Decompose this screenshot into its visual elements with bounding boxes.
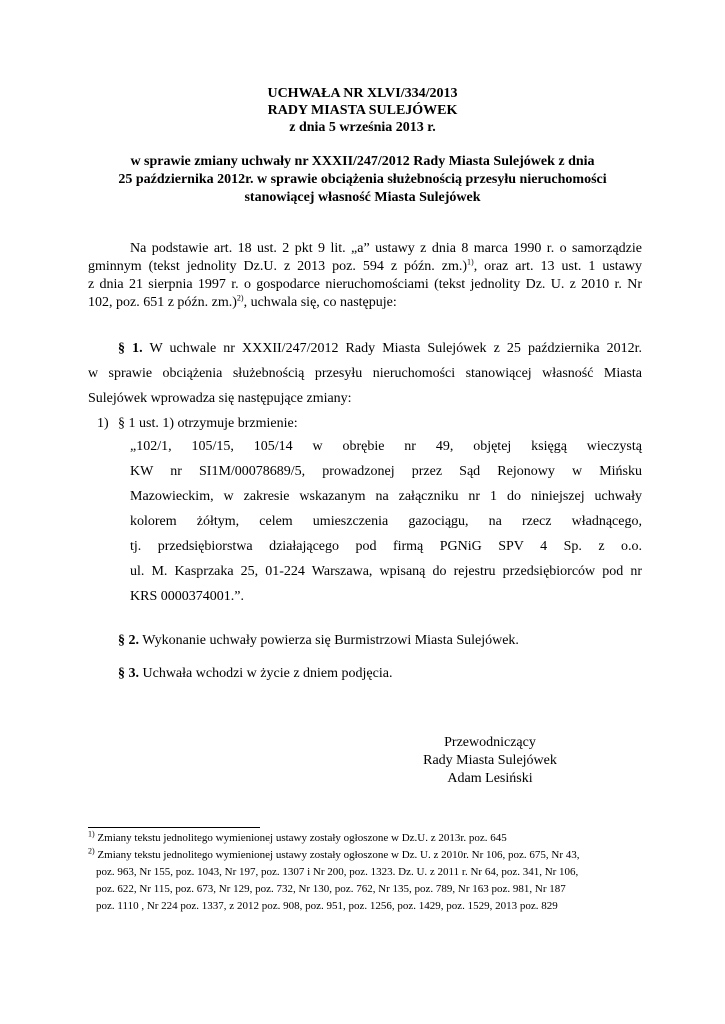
footnote-2-line: poz. 622, Nr 115, poz. 673, Nr 129, poz. 732, Nr 130, poz. 762, Nr 135, poz. 789, Nr 163 poz. 981, Nr 187 xyxy=(96,883,566,895)
quote-line: tj. przedsiębiorstwa działającego pod firmą PGNiG SPV 4 Sp. z o.o. xyxy=(130,539,642,554)
footnote-separator xyxy=(88,827,260,828)
section-1-line-1 xyxy=(118,336,642,361)
preamble-line-1: Na podstawie art. 18 ust. 2 pkt 9 lit. „a” ustawy z dnia 8 marca 1990 r. o samorządzie xyxy=(130,241,642,256)
preamble-text-4a: 102, poz. 651 z późn. zm.) xyxy=(88,295,237,310)
list-item-text: § 1 ust. 1) otrzymuje brzmienie: xyxy=(118,416,298,431)
quote-line: kolorem żółtym, celem umieszczenia gazociągu, na rzecz władnącego, xyxy=(130,514,642,529)
footnote-1 xyxy=(88,830,507,847)
preamble-text-4b: , uchwala się, co następuje: xyxy=(243,295,397,310)
section-3-text: Uchwała wchodzi w życie z dniem podjęcia. xyxy=(142,666,393,681)
preamble-text-2a: gminnym (tekst jednolity Dz.U. z 2013 poz. 594 z późn. zm.) xyxy=(88,259,468,274)
section-2-text: Wykonanie uchwały powierza się Burmistrzowi Miasta Sulejówek. xyxy=(142,633,519,648)
signatory-role: Przewodniczący xyxy=(444,735,536,750)
footnote-2-text: Zmiany tekstu jednolitego wymienionej ustawy zostały ogłoszone w Dz. U. z 2010r. Nr 106, poz. 675, Nr 43, xyxy=(97,849,580,861)
preamble-line-3: z dnia 21 sierpnia 1997 r. o gospodarce nieruchomościami (tekst jednolity Dz. U. z 2010 r. Nr xyxy=(88,277,642,292)
section-1-mark: § 1. xyxy=(118,341,143,356)
quote-line: KRS 0000374001.”. xyxy=(130,589,244,604)
footnote-1-number: 1) xyxy=(88,829,95,839)
list-item-number: 1) xyxy=(97,416,109,431)
section-3-mark: § 3. xyxy=(118,666,139,681)
preamble-line-4 xyxy=(88,294,642,312)
footnote-ref-2: 2) xyxy=(236,293,244,303)
footnote-2-line xyxy=(88,847,648,864)
subject-line-2: 25 października 2012r. w sprawie obciążenia służebnością przesyłu nieruchomości xyxy=(118,172,607,187)
section-1-line-2: w sprawie obciążenia służebnością przesyłu nieruchomości stanowiącej własność Miasta xyxy=(88,366,642,381)
preamble-line-2 xyxy=(88,258,642,276)
council-name: RADY MIASTA SULEJÓWEK xyxy=(267,103,458,118)
footnote-ref-1: 1) xyxy=(467,257,474,267)
footnote-2-number: 2) xyxy=(88,846,95,856)
section-3 xyxy=(118,661,392,686)
section-2 xyxy=(118,628,519,653)
quote-line: ul. M. Kasprzaka 25, 01-224 Warszawa, wpisaną do rejestru przedsiębiorców pod nr xyxy=(130,564,642,579)
resolution-date: z dnia 5 września 2013 r. xyxy=(289,120,436,135)
footnote-2-line: poz. 963, Nr 155, poz. 1043, Nr 197, poz. 1307 i Nr 200, poz. 1323. Dz. U. z 2011 r. Nr 64, poz. 341, Nr 106, xyxy=(96,866,579,878)
resolution-number: UCHWAŁA NR XLVI/334/2013 xyxy=(267,86,458,101)
quote-line: Mazowieckim, w zakresie wskazanym na załączniku nr 1 do niniejszej uchwały xyxy=(130,489,642,504)
section-1-text-1: W uchwale nr XXXII/247/2012 Rady Miasta Sulejówek z 25 października 2012r. xyxy=(149,341,643,356)
footnote-2 xyxy=(88,847,648,915)
footnote-2-line: poz. 1110 , Nr 224 poz. 1337, z 2012 poz. 908, poz. 951, poz. 1256, poz. 1429, poz. 1529, 2013 poz. 829 xyxy=(96,900,558,912)
signatory-name: Adam Lesiński xyxy=(447,771,533,786)
quote-line: „102/1, 105/15, 105/14 w obrębie nr 49, objętej księgą wieczystą xyxy=(130,439,642,454)
subject-line-3: stanowiącej własność Miasta Sulejówek xyxy=(244,190,481,205)
subject-line-1: w sprawie zmiany uchwały nr XXXII/247/2012 Rady Miasta Sulejówek z dnia xyxy=(130,154,595,169)
quote-line: KW nr SI1M/00078689/5, prowadzonej przez Sąd Rejonowy w Mińsku xyxy=(130,464,642,479)
footnote-1-text: Zmiany tekstu jednolitego wymienionej ustawy zostały ogłoszone w Dz.U. z 2013r. poz. 645 xyxy=(97,832,507,844)
section-2-mark: § 2. xyxy=(118,633,139,648)
signatory-body: Rady Miasta Sulejówek xyxy=(423,753,557,768)
quoted-amendment xyxy=(130,434,642,609)
section-1-line-3: Sulejówek wprowadza się następujące zmiany: xyxy=(88,391,352,406)
preamble-text-2b: , oraz art. 13 ust. 1 ustawy xyxy=(473,259,642,274)
